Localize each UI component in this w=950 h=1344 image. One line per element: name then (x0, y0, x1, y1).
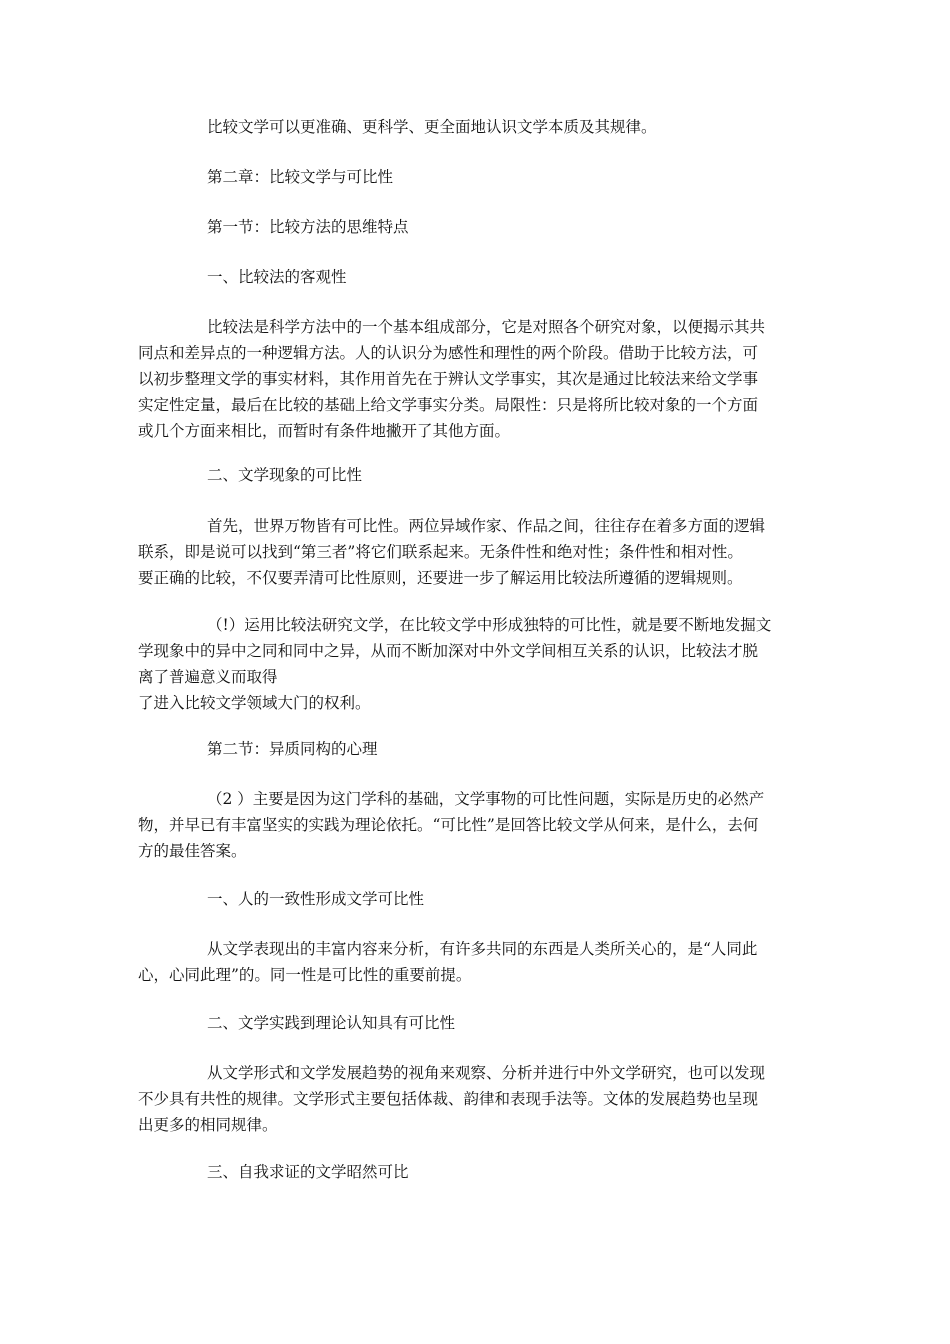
text-line: 离了普遍意义而取得 (138, 668, 278, 686)
text-line: 第二节：异质同构的心理 (207, 740, 378, 758)
text-line: （!）运用比较法研究文学，在比较文学中形成独特的可比性，就是要不断地发掘文 (207, 616, 772, 634)
text-line: 第一节：比较方法的思维特点 (207, 218, 409, 236)
text-line: 方的最佳答案。 (138, 842, 247, 860)
section-heading (138, 736, 814, 762)
text-line: 联系，即是说可以找到“第三者”将它们联系起来。无条件性和绝对性；条件性和相对性。 (138, 543, 743, 561)
text-line: 从文学表现出的丰富内容来分析，有许多共同的东西是人类所关心的，是“人同此 (207, 940, 758, 958)
text-line: 二、文学实践到理论认知具有可比性 (207, 1014, 456, 1032)
text-line: 要正确的比较，不仅要弄清可比性原则，还要进一步了解运用比较法所遵循的逻辑规则。 (138, 569, 743, 587)
body-paragraph (138, 314, 814, 444)
subsection-heading (138, 462, 814, 488)
text-line: 出更多的相同规律。 (138, 1116, 278, 1134)
section-heading (138, 214, 814, 240)
body-paragraph (138, 1060, 814, 1138)
body-paragraph (138, 936, 814, 988)
subsection-heading (138, 1010, 814, 1036)
subsection-heading (138, 1159, 814, 1185)
text-line: 同点和差异点的一种逻辑方法。人的认识分为感性和理性的两个阶段。借助于比较方法，可 (138, 344, 759, 362)
body-paragraph (138, 513, 814, 591)
body-paragraph (138, 612, 814, 716)
text-line: 心，心同此理”的。同一性是可比性的重要前提。 (138, 966, 472, 984)
subsection-heading (138, 264, 814, 290)
text-line: 以初步整理文学的事实材料，其作用首先在于辨认文学事实，其次是通过比较法来给文学事 (138, 370, 759, 388)
text-line: 物，并早已有丰富坚实的实践为理论依托。“可比性”是回答比较文学从何来，是什么，去何 (138, 816, 759, 834)
text-line: 不少具有共性的规律。文学形式主要包括体裁、韵律和表现手法等。文体的发展趋势也呈现 (138, 1090, 759, 1108)
text-line: 首先，世界万物皆有可比性。两位异域作家、作品之间，往往存在着多方面的逻辑 (207, 517, 766, 535)
text-line: 比较文学可以更准确、更科学、更全面地认识文学本质及其规律。 (207, 118, 657, 136)
text-line: 一、比较法的客观性 (207, 268, 347, 286)
text-line: 三、自我求证的文学昭然可比 (207, 1163, 409, 1181)
text-line: 一、人的一致性形成文学可比性 (207, 890, 425, 908)
text-line: 二、文学现象的可比性 (207, 466, 363, 484)
text-line: 学现象中的异中之同和同中之异，从而不断加深对中外文学间相互关系的认识，比较法才脱 (138, 642, 759, 660)
chapter-heading (138, 164, 814, 190)
text-line: 从文学形式和文学发展趋势的视角来观察、分析并进行中外文学研究，也可以发现 (207, 1064, 766, 1082)
subsection-heading (138, 886, 814, 912)
paragraph-intro (138, 114, 814, 140)
text-line: （2 ）主要是因为这门学科的基础，文学事物的可比性问题，实际是历史的必然产 (207, 790, 765, 808)
text-line: 了进入比较文学领域大门的权利。 (138, 694, 371, 712)
text-line: 实定性定量，最后在比较的基础上给文学事实分类。局限性：只是将所比较对象的一个方面 (138, 396, 759, 414)
body-paragraph (138, 786, 814, 864)
text-line: 比较法是科学方法中的一个基本组成部分，它是对照各个研究对象，以便揭示其共 (207, 318, 766, 336)
text-line: 第二章：比较文学与可比性 (207, 168, 394, 186)
text-line: 或几个方面来相比，而暂时有条件地撇开了其他方面。 (138, 422, 511, 440)
